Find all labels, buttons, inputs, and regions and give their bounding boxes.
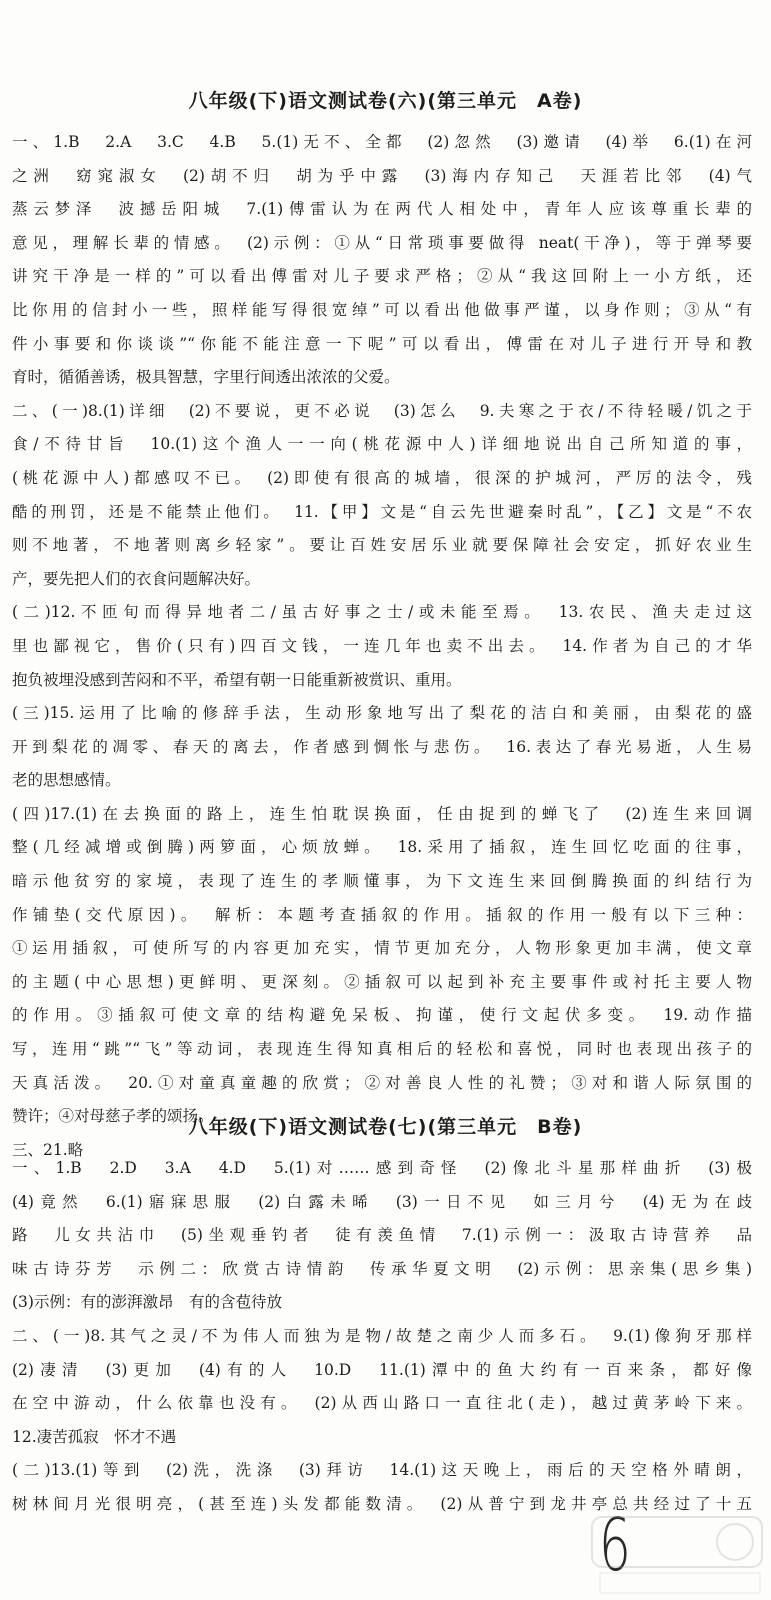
answer-line: 的作用。③插叙可使文章的结构避免呆板、拘谨，使行文起伏多变。 19.动作描	[12, 1006, 752, 1025]
answer-line: 的主题(中心思想)更鲜明、更深刻。②插叙可以起到补充主要事件或衬托主要人物	[12, 972, 752, 991]
test-7-title: 八年级(下)语文测试卷(七)(第三单元 B卷)	[188, 1116, 583, 1138]
test-6-title: 八年级(下)语文测试卷(六)(第三单元 A卷)	[188, 90, 583, 112]
answer-line: 整(几经减增或倒腾)两箩面，心烦放蝉。 18.采用了插叙，连生回忆吃面的往事，	[12, 838, 752, 857]
answer-line: (4)竟然 6.(1)寤寐思服 (2)白露未晞 (3)一日不见 如三月兮 (4)无为在歧	[12, 1192, 752, 1211]
answer-line: 在空中游动，什么依靠也没有。 (2)从西山路口一直往北(走)，越过黄茅岭下来。	[12, 1394, 752, 1413]
answer-line: 一、1.B 2.A 3.C 4.B 5.(1)无不、全都 (2)忽然 (3)邀请 (4)举 6.(1)在河	[12, 133, 752, 151]
answer-line: (2)凄清 (3)更加 (4)有的人 10.D 11.(1)潭中的鱼大约有一百来条，都好像	[12, 1360, 752, 1379]
answer-line: 三、21.略	[12, 1140, 84, 1159]
answer-line: 蒸云梦泽 波撼岳阳城 7.(1)傅雷认为在两代人相处中，青年人应该尊重长辈的	[12, 200, 752, 219]
answer-line: 开到梨花的凋零、春天的离去，作者感到惆怅与悲伤。 16.表达了春光易逝，人生易	[12, 737, 752, 756]
answer-line: ①运用插叙，可使所写的内容更加充实，情节更加充分，人物形象更加丰满，使文章	[12, 939, 752, 958]
answer-line: (桃花源中人)都感叹不已。 (2)即使有很高的城墙，很深的护城河，严厉的法令，残	[12, 468, 752, 487]
answer-line: 里也鄙视它，售价(只有)四百文钱，一连几年也卖不出去。 14.作者为自己的才华	[12, 636, 752, 655]
answer-line: (二)12.不匝旬而得异地者二/虽古好事之士/或未能至焉。 13.农民、渔夫走过这	[12, 603, 752, 622]
answer-line: 之洲 窈窕淑女 (2)胡不归 胡为乎中露 (3)海内存知己 天涯若比邻 (4)气	[12, 166, 752, 185]
answer-line: 抱负被埋没感到苦闷和不平，希望有朝一日能重新被赏识、重用。	[12, 670, 462, 689]
answer-line: 一、1.B 2.D 3.A 4.D 5.(1)对……感到奇怪 (2)像北斗星那样曲折 (3)极	[12, 1159, 752, 1177]
answer-line: 写，连用“跳”“飞”等动词，表现连生得知真相后的轻松和喜悦，同时也表现出孩子的	[12, 1040, 752, 1059]
answer-line: 比你用的信封小一些，照样能写得很宽绰”可以看出他做事严谨，以身作则；③从“有	[12, 300, 752, 319]
answer-line: 二、(一)8.其气之灵/不为伟人而独为是物/故楚之南少人而多石。 9.(1)像狗牙那样	[12, 1326, 752, 1345]
answer-line: 意见，理解长辈的情感。 (2)示例：①从“日常琐事要做得 neat(干净)，等于弹琴要	[12, 233, 752, 252]
answer-line: 件小事要和你谈谈”“你能不能注意一下呢”可以看出，傅雷在对儿子进行开导和教	[12, 334, 752, 353]
answer-line: 12.凄苦孤寂 怀才不遇	[12, 1427, 177, 1446]
answer-line: (二)13.(1)等到 (2)洗，洗涤 (3)拜访 14.(1)这天晚上，雨后的天空格外晴朗，	[12, 1461, 752, 1480]
answer-line: 讲究干净是一样的”可以看出傅雷对儿子要求严格；②从“我这回附上一小方纸，还	[12, 267, 752, 286]
answer-line: 育时，循循善诱，极具智慧，字里行间透出浓浓的父爱。	[12, 368, 400, 387]
answer-line: (3)示例：有的澎湃激昂 有的含苞待放	[12, 1293, 282, 1312]
answer-line: 树林间月光很明亮，(甚至连)头发都能数清。 (2)从普宁到龙井亭总共经过了十五	[12, 1494, 752, 1513]
answer-line: (四)17.(1)在去换面的路上，连生怕耽误换面，任由捉到的蝉飞了 (2)连生来回调	[12, 804, 752, 823]
answer-line: 二、(一)8.(1)详细 (2)不要说，更不必说 (3)怎么 9.夫寒之于衣/不待轻暖/饥之于	[12, 401, 752, 420]
answer-line: 味古诗芬芳 示例二：欣赏古诗情韵 传承华夏文明 (2)示例：思亲集(思乡集)	[12, 1259, 752, 1278]
answer-line: 暗示他贫穷的家境，表现了连生的孝顺懂事，为下文连生来回倒腾换面的纠结行为	[12, 872, 752, 891]
handwritten-page-number: 6	[598, 1503, 631, 1587]
answer-line: (三)15.运用了比喻的修辞手法，生动形象地写出了梨花的洁白和美丽，由梨花的盛	[12, 704, 752, 723]
answer-line: 老的思想感情。	[12, 771, 121, 790]
answer-line: 食/不待甘旨 10.(1)这个渔人一一向(桃花源中人)详细地说出自己所知道的事，	[12, 435, 752, 454]
answer-line: 路 儿女共沾巾 (5)坐观垂钓者 徒有羡鱼情 7.(1)示例一：汲取古诗营养 品	[12, 1226, 752, 1245]
answer-line: 作铺垫(交代原因)。 解析：本题考查插叙的作用。插叙的作用一般有以下三种：	[12, 905, 752, 924]
answer-line: 则不地著，不地著则离乡轻家”。要让百姓安居乐业就要保障社会安定，抓好农业生	[12, 536, 752, 555]
watermark-logo	[590, 1515, 770, 1600]
answer-line: 赞许；④对母慈子孝的颂扬。	[12, 1107, 214, 1126]
test-6-answers	[12, 126, 752, 1167]
answer-line: 产，要先把人们的衣食问题解决好。	[12, 569, 261, 588]
test-7-answers	[12, 1152, 752, 1522]
answer-line: 酷的刑罚，还是不能禁止他们。 11.【甲】文是“自云先世避秦时乱”，【乙】文是“不农	[12, 502, 752, 521]
answer-line: 天真活泼。 20.①对童真童趣的欣赏；②对善良人性的礼赞；③对和谐人际氛围的	[12, 1073, 752, 1092]
